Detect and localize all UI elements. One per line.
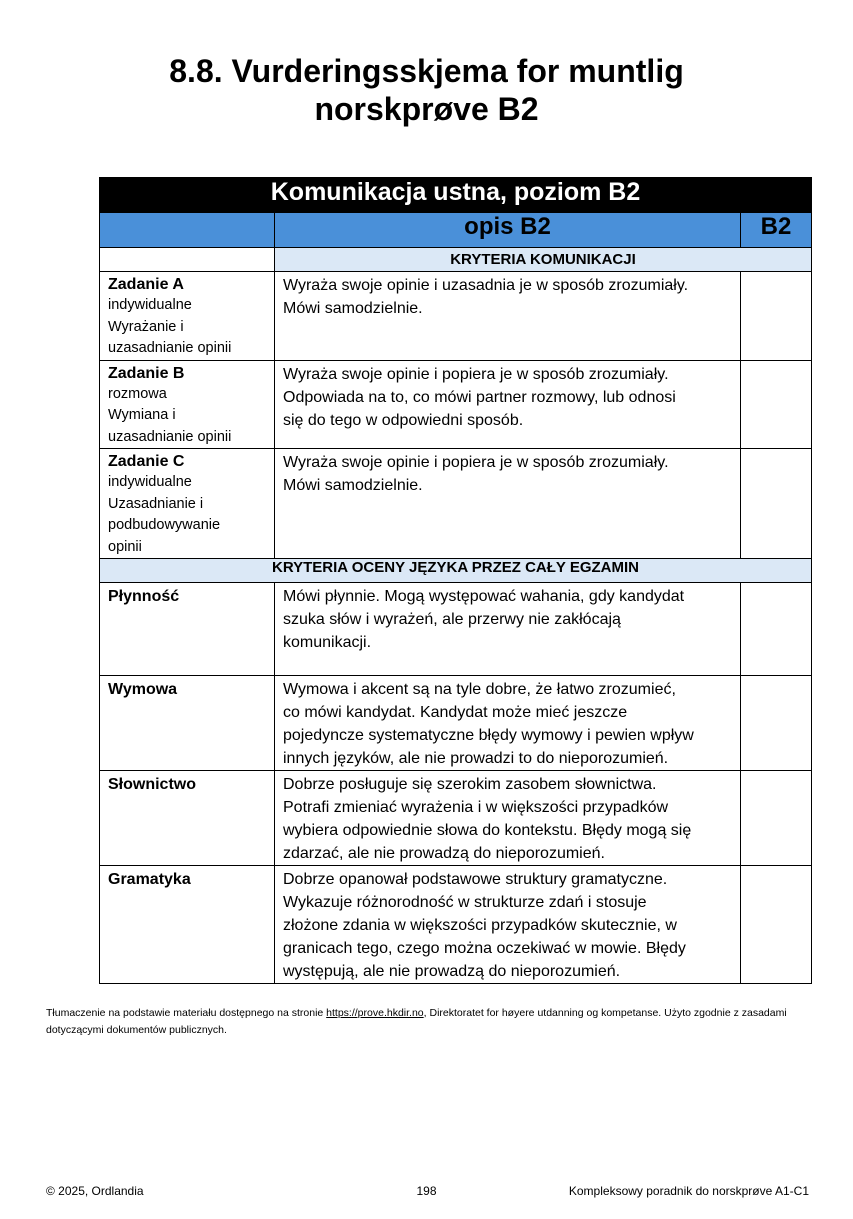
description-line: Wymowa i akcent są na tyle dobre, że łatwo zrozumieć,	[283, 681, 676, 698]
score-cell[interactable]	[741, 676, 812, 771]
footer-book-title: Kompleksowy poradnik do norskprøve A1-C1	[568, 1184, 809, 1198]
task-line: Uzasadnianie i	[108, 495, 204, 512]
task-line: opinii	[108, 538, 142, 555]
section-communication-criteria: KRYTERIA KOMUNIKACJI	[275, 248, 812, 272]
description-line: Dobrze posługuje się szerokim zasobem słownictwa.	[283, 776, 657, 793]
table-row	[100, 272, 812, 361]
task-line: podbudowywanie	[108, 517, 221, 533]
description-line: szuka słów i wyrażeń, ale przerwy nie zakłócają	[283, 611, 621, 628]
table-banner: Komunikacja ustna, poziom B2	[100, 178, 812, 213]
score-cell[interactable]	[741, 771, 812, 866]
footnote-text-end: , Direktoratet for høyere utdanning og kompetanse. Użyto zgodnie z zasadami dotyczącymi dokumentów publicznych.	[46, 1007, 787, 1036]
task-cell	[100, 449, 275, 559]
description-cell	[275, 449, 741, 559]
header-level: B2	[741, 213, 812, 248]
task-name: Zadanie B	[108, 364, 185, 382]
header-empty-cell	[100, 213, 275, 248]
score-cell[interactable]	[741, 866, 812, 984]
description-cell	[275, 360, 741, 449]
task-cell	[100, 360, 275, 449]
footnote-text: Tłumaczenie na podstawie materiału dostępnego na stronie	[46, 1007, 327, 1019]
description-line: Odpowiada na to, co mówi partner rozmowy, lub odnosi	[283, 388, 676, 406]
description-cell	[275, 771, 741, 866]
criterion-name: Płynność	[100, 583, 275, 676]
description-cell	[275, 272, 741, 361]
description-line: Wykazuje różnorodność w strukturze zdań i stosuje	[283, 894, 647, 911]
description-cell	[275, 866, 741, 984]
description-cell	[275, 676, 741, 771]
description-cell	[275, 583, 741, 676]
task-line: uzasadnianie opinii	[108, 428, 232, 445]
table-row	[100, 866, 812, 984]
description-line: Potrafi zmieniać wyrażenia i w większości przypadków	[283, 799, 669, 816]
description-line: innych języków, ale nie prowadzi to do nieporozumień.	[283, 750, 669, 767]
section-language-criteria: KRYTERIA OCENY JĘZYKA PRZEZ CAŁY EGZAMIN	[100, 559, 812, 583]
description-line: Dobrze opanował podstawowe struktury gramatyczne.	[283, 871, 668, 888]
task-cell	[100, 272, 275, 361]
page-title-line-2: norskprøve B2	[314, 91, 539, 127]
section-blank-cell	[100, 248, 275, 272]
description-line: się do tego w odpowiedni sposób.	[283, 411, 524, 429]
page-title-line-1: 8.8. Vurderingsskjema for muntlig	[169, 53, 684, 89]
footnote	[46, 1005, 814, 1039]
task-line: indywidualne	[108, 297, 192, 313]
description-line: Wyraża swoje opinie i popiera je w sposób zrozumiały.	[283, 454, 669, 471]
page-title	[0, 52, 853, 128]
score-cell[interactable]	[741, 449, 812, 559]
score-cell[interactable]	[741, 583, 812, 676]
task-line: Wyrażanie i	[108, 318, 184, 335]
score-cell[interactable]	[741, 272, 812, 361]
description-line: Mówi płynnie. Mogą występować wahania, gdy kandydat	[283, 588, 685, 605]
table-row	[100, 771, 812, 866]
description-line: Mówi samodzielnie.	[283, 300, 423, 317]
score-cell[interactable]	[741, 360, 812, 449]
criterion-name: Słownictwo	[100, 771, 275, 866]
task-name: Zadanie A	[108, 276, 184, 293]
task-line: rozmowa	[108, 385, 167, 402]
description-line: występują, ale nie prowadzą do nieporozumień.	[283, 963, 621, 980]
description-line: komunikacji.	[283, 634, 372, 651]
description-line: wybiera odpowiednie słowa do kontekstu. Błędy mogą się	[283, 822, 692, 839]
task-line: indywidualne	[108, 474, 192, 490]
table-row	[100, 583, 812, 676]
description-line: pojedyncze systematyczne błędy wymowy i pewien wpływ	[283, 727, 694, 744]
description-line: zdarzać, ale nie prowadzą do nieporozumień.	[283, 845, 605, 862]
description-line: złożone zdania w większości przypadków skutecznie, w	[283, 917, 677, 934]
description-line: Wyraża swoje opinie i popiera je w sposób zrozumiały.	[283, 365, 669, 383]
criterion-name: Wymowa	[100, 676, 275, 771]
footer-copyright: © 2025, Ordlandia	[46, 1184, 144, 1198]
description-line: Mówi samodzielnie.	[283, 477, 423, 494]
task-line: uzasadnianie opinii	[108, 340, 232, 356]
header-description: opis B2	[275, 213, 741, 248]
source-link[interactable]: https://prove.hkdir.no	[326, 1007, 424, 1019]
table-row	[100, 449, 812, 559]
description-line: granicach tego, czego można oczekiwać w mowie. Błędy	[283, 940, 686, 957]
table-row	[100, 360, 812, 449]
description-line: co mówi kandydat. Kandydat może mieć jeszcze	[283, 704, 628, 721]
footer-page-number: 198	[416, 1184, 437, 1198]
task-line: Wymiana i	[108, 407, 176, 423]
description-line: Wyraża swoje opinie i uzasadnia je w sposób zrozumiały.	[283, 277, 689, 294]
table-row	[100, 676, 812, 771]
task-name: Zadanie C	[108, 453, 185, 470]
criterion-name: Gramatyka	[100, 866, 275, 984]
assessment-table	[99, 177, 812, 984]
